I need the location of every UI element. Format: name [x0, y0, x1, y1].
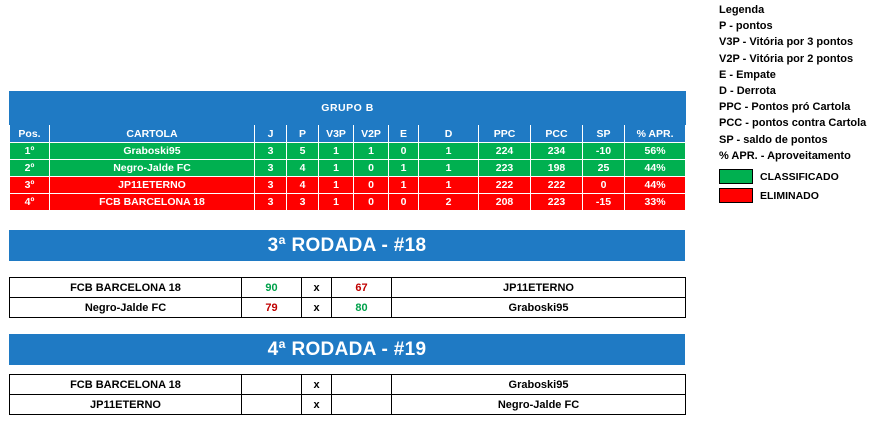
column-header-apr: % APR.	[625, 125, 686, 143]
match-home-score: 79	[242, 298, 302, 318]
match-vs-label: x	[302, 375, 332, 395]
legend-line: V2P - Vitória por 2 pontos	[719, 52, 854, 65]
cell-cartola: FCB BARCELONA 18	[50, 194, 255, 211]
cell-d: 2	[419, 194, 479, 211]
cell-apr: 44%	[625, 177, 686, 194]
column-header-sp: SP	[583, 125, 625, 143]
table-row	[10, 194, 686, 211]
cell-v2p: 0	[354, 160, 389, 177]
cell-ppc: 208	[479, 194, 531, 211]
table-row	[10, 395, 686, 415]
cell-apr: 56%	[625, 143, 686, 160]
match-away-score: 80	[332, 298, 392, 318]
cell-cartola: Graboski95	[50, 143, 255, 160]
match-home-score	[242, 395, 302, 415]
column-header-v2p: V2P	[354, 125, 389, 143]
cell-v2p: 0	[354, 194, 389, 211]
legend-swatches	[719, 168, 869, 204]
legend-line: V3P - Vitória por 3 pontos	[719, 36, 854, 49]
round-banner-4: 4ª RODADA - #19	[9, 334, 685, 365]
cell-e: 1	[389, 160, 419, 177]
match-away-team: Negro-Jalde FC	[392, 395, 686, 415]
legend-line: D - Derrota	[719, 85, 776, 98]
match-vs-label: x	[302, 395, 332, 415]
table-row	[10, 177, 686, 194]
match-home-team: FCB BARCELONA 18	[10, 278, 242, 298]
column-header-pos: Pos.	[10, 125, 50, 143]
cell-p: 4	[287, 177, 319, 194]
cell-pos: 1º	[10, 143, 50, 160]
legend-line: P - pontos	[719, 20, 773, 33]
match-home-team: FCB BARCELONA 18	[10, 375, 242, 395]
cell-d: 1	[419, 177, 479, 194]
match-away-score: 67	[332, 278, 392, 298]
legend-line: PPC - Pontos pró Cartola	[719, 101, 851, 114]
cell-ppc: 223	[479, 160, 531, 177]
cell-apr: 44%	[625, 160, 686, 177]
table-row	[10, 160, 686, 177]
cell-j: 3	[255, 160, 287, 177]
column-header-cartola: CARTOLA	[50, 125, 255, 143]
table-row	[10, 278, 686, 298]
match-away-team: Graboski95	[392, 298, 686, 318]
cell-pcc: 234	[531, 143, 583, 160]
cell-e: 0	[389, 143, 419, 160]
cell-pos: 2º	[10, 160, 50, 177]
cell-v2p: 1	[354, 143, 389, 160]
group-title-row	[10, 92, 686, 125]
group-title: GRUPO B	[10, 92, 686, 125]
match-vs-label: x	[302, 298, 332, 318]
legend-swatch-label: ELIMINADO	[760, 189, 819, 202]
cell-v2p: 0	[354, 177, 389, 194]
group-standings-block	[9, 91, 685, 211]
cell-sp: -10	[583, 143, 625, 160]
match-table	[9, 277, 686, 318]
cell-pcc: 222	[531, 177, 583, 194]
cell-p: 5	[287, 143, 319, 160]
cell-pos: 4º	[10, 194, 50, 211]
cell-apr: 33%	[625, 194, 686, 211]
cell-ppc: 224	[479, 143, 531, 160]
legend-swatch-row	[719, 168, 869, 185]
cell-v3p: 1	[319, 177, 354, 194]
classified-color-swatch	[719, 169, 753, 184]
match-table	[9, 374, 686, 415]
match-home-score: 90	[242, 278, 302, 298]
cell-sp: 0	[583, 177, 625, 194]
cell-pcc: 223	[531, 194, 583, 211]
round-3-matches	[9, 277, 685, 318]
round-banner-3: 3ª RODADA - #18	[9, 230, 685, 261]
cell-v3p: 1	[319, 160, 354, 177]
legend-swatch-row	[719, 187, 869, 204]
column-header-e: E	[389, 125, 419, 143]
match-away-team: JP11ETERNO	[392, 278, 686, 298]
cell-v3p: 1	[319, 194, 354, 211]
legend-panel	[719, 2, 869, 206]
legend-line: E - Empate	[719, 68, 776, 81]
table-row	[10, 143, 686, 160]
match-home-team: Negro-Jalde FC	[10, 298, 242, 318]
group-standings-table	[9, 91, 686, 211]
column-header-p: P	[287, 125, 319, 143]
cell-p: 4	[287, 160, 319, 177]
legend-line: PCC - pontos contra Cartola	[719, 117, 867, 130]
eliminated-color-swatch	[719, 188, 753, 203]
round-4-matches	[9, 374, 685, 415]
cell-ppc: 222	[479, 177, 531, 194]
column-header-pcc: PCC	[531, 125, 583, 143]
legend-line: % APR. - Aproveitamento	[719, 149, 851, 162]
match-away-team: Graboski95	[392, 375, 686, 395]
cell-cartola: JP11ETERNO	[50, 177, 255, 194]
cell-pcc: 198	[531, 160, 583, 177]
cell-j: 3	[255, 143, 287, 160]
table-row	[10, 298, 686, 318]
cell-e: 0	[389, 194, 419, 211]
cell-sp: 25	[583, 160, 625, 177]
match-vs-label: x	[302, 278, 332, 298]
table-row	[10, 375, 686, 395]
match-home-team: JP11ETERNO	[10, 395, 242, 415]
column-header-ppc: PPC	[479, 125, 531, 143]
match-away-score	[332, 375, 392, 395]
column-header-d: D	[419, 125, 479, 143]
group-header-row	[10, 125, 686, 143]
cell-e: 1	[389, 177, 419, 194]
cell-cartola: Negro-Jalde FC	[50, 160, 255, 177]
cell-d: 1	[419, 143, 479, 160]
column-header-j: J	[255, 125, 287, 143]
cell-p: 3	[287, 194, 319, 211]
match-away-score	[332, 395, 392, 415]
column-header-v3p: V3P	[319, 125, 354, 143]
legend-line: SP - saldo de pontos	[719, 133, 828, 146]
legend-title: Legenda	[719, 4, 765, 16]
cell-j: 3	[255, 194, 287, 211]
cell-pos: 3º	[10, 177, 50, 194]
match-home-score	[242, 375, 302, 395]
legend-swatch-label: CLASSIFICADO	[760, 170, 839, 183]
cell-j: 3	[255, 177, 287, 194]
cell-d: 1	[419, 160, 479, 177]
cell-v3p: 1	[319, 143, 354, 160]
cell-sp: -15	[583, 194, 625, 211]
